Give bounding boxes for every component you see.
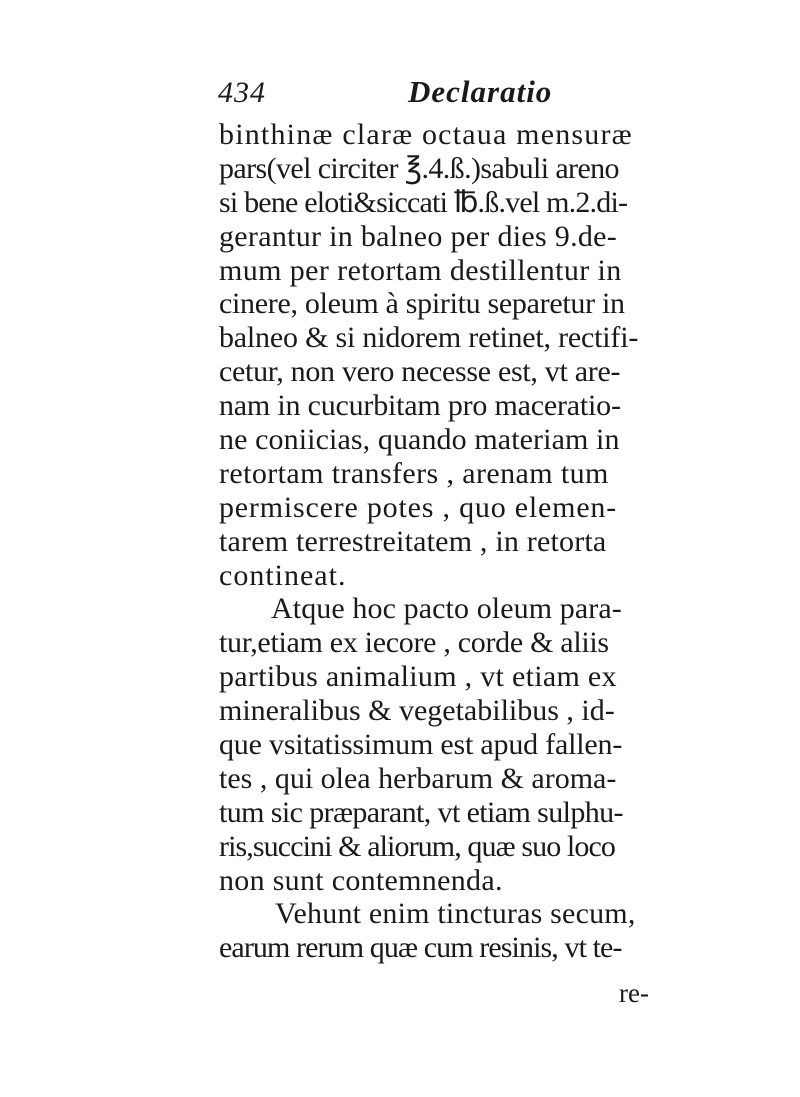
text-line: pars(vel circiter ℥.4.ß.)sabuli areno [219, 151, 619, 185]
text-line: gerantur in balneo per dies 9.de- [219, 219, 618, 253]
body-text [219, 118, 659, 965]
text-line: nam in cucurbitam pro maceratio- [219, 389, 621, 423]
text-line: ris,succini & aliorum, quæ suo loco [219, 829, 615, 863]
text-line: mineralibus & vegetabilibus , id- [219, 694, 615, 728]
text-line: tur,etiam ex iecore , corde & aliis [219, 626, 609, 660]
text-line: tes , qui olea herbarum & aroma- [219, 761, 617, 795]
catchword: re- [619, 978, 649, 1008]
text-line: retortam transfers , arenam tum [219, 456, 609, 490]
text-line: tum sic præparant, vt etiam sulphu- [219, 795, 623, 829]
text-line: contineat. [219, 558, 347, 592]
page-number: 434 [218, 76, 266, 109]
text-line: binthinæ claræ octaua mensuræ [219, 118, 633, 151]
text-line: si bene eloti&siccati ℔.ß.vel m.2.di- [219, 185, 628, 219]
running-head: Declaratio [408, 74, 553, 109]
text-line: que vsitatissimum est apud fallen- [219, 728, 623, 762]
text-line: cinere, oleum à spiritu separetur in [219, 287, 625, 321]
text-line: ne coniicias, quando materiam in [219, 423, 620, 457]
text-line: mum per retortam destillentur in [219, 253, 622, 287]
text-line: balneo & si nidorem retinet, rectifi- [219, 321, 639, 355]
text-line: cetur, non vero necesse est, vt are- [219, 355, 621, 389]
text-line: permiscere potes , quo elemen- [219, 490, 618, 524]
text-line: earum rerum quæ cum resinis, vt te- [219, 931, 622, 965]
text-line: non sunt contemnenda. [219, 863, 503, 897]
text-line: tarem terrestreitatem , in retorta [219, 524, 607, 558]
text-line: Atque hoc pacto oleum para- [271, 592, 622, 626]
page-header [218, 76, 658, 116]
text-line: Vehunt enim tincturas secum, [275, 897, 636, 931]
text-line: partibus animalium , vt etiam ex [219, 660, 617, 694]
